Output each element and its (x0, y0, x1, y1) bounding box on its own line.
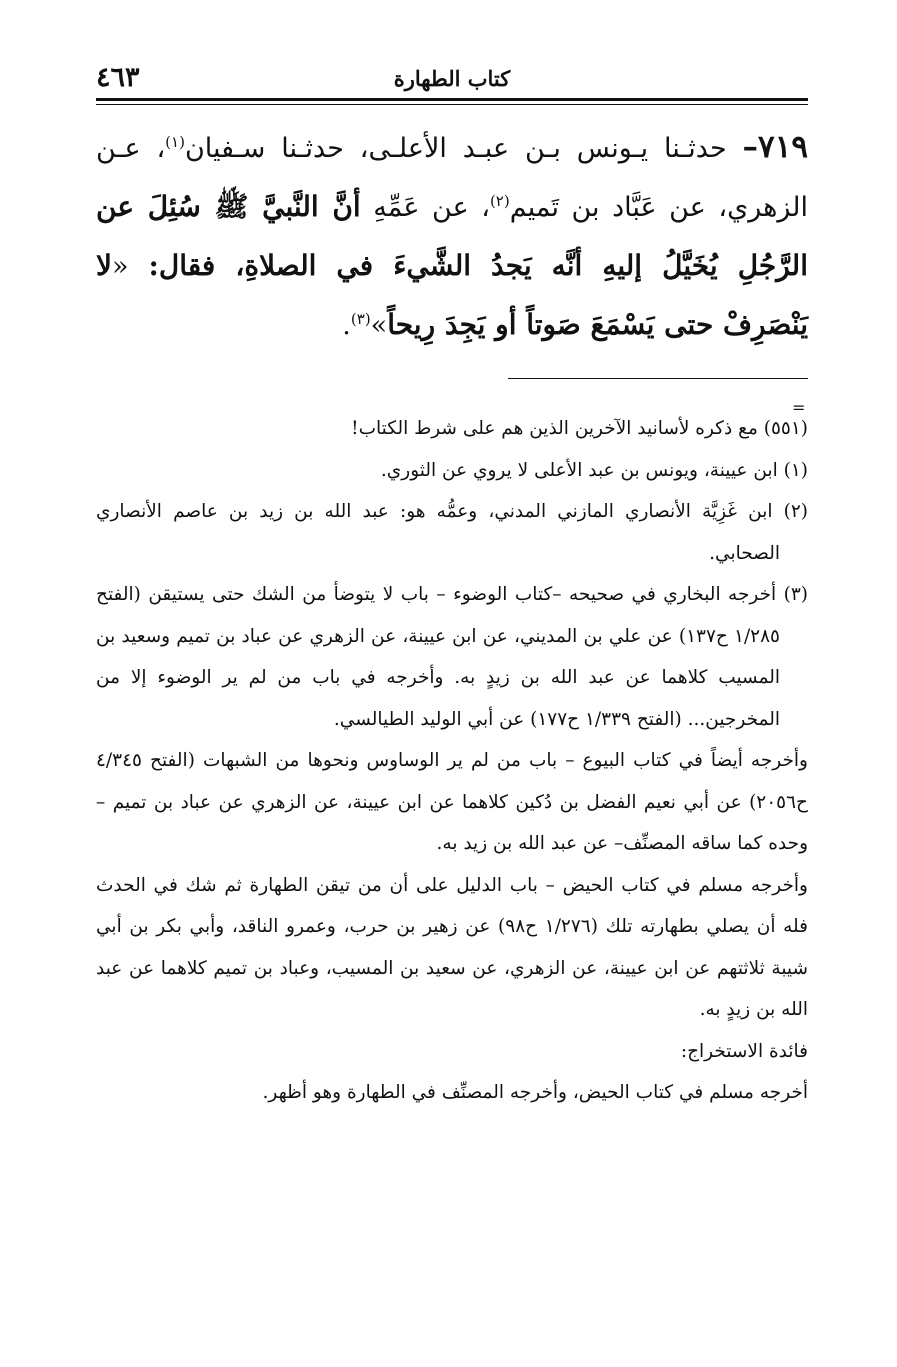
page-number: ٤٦٣ (96, 62, 140, 93)
footnotes (96, 408, 808, 1114)
footnote-ref-2: (٢) (489, 192, 510, 210)
footnote-3-para-1: (٣) أخرجه البخاري في صحيحه –كتاب الوضوء – باب لا يتوضأ من الشك حتى يستيقن (الفتح ١/٢٨٥ ح١٣٧) عن علي بن المديني، عن ابن عيينة، عن الزهري عن عباد بن تميم وسعيد بن المسيب كلاهما عن عبد الله بن زيدٍ به. وأخرجه في باب من لم ير الوضوء إلا من المخرجين... (الفتح ١/٣٣٩ ح١٧٧) عن أبي الوليد الطيالسي. (96, 584, 808, 730)
hadith-text (96, 118, 808, 355)
header-rule (96, 98, 808, 101)
footnote-ref-3: (٣) (350, 310, 371, 328)
footnote-3-para-2: وأخرجه أيضاً في كتاب البيوع – باب من لم ير الوساوس ونحوها من الشبهات (الفتح ٤/٣٤٥ ح٢٠٥٦) عن أبي نعيم الفضل بن دُكين كلاهما عن ابن عيينة، عن الزهري عن عباد بن تميم –وحده كما ساقه المصنِّف– عن عبد الله بن زيد به. (96, 750, 808, 854)
quote-open: « (111, 251, 129, 282)
footnote-2: (٢) ابن غَزِيَّة الأنصاري المازني المدني، وعمُّه هو: عبد الله بن زيد بن عاصم الأنصاري الصحابي. (96, 501, 808, 564)
isnad-part-3: ، عن عَمِّهِ (360, 192, 490, 223)
footnote-carryover: (٥٥١) مع ذكره لأسانيد الآخرين الذين هم على شرط الكتاب! (351, 418, 808, 439)
isnad-part-2: ، عـن الزهري، عن عَبَّاد بن تَميم (96, 133, 809, 223)
footnote-3-label: فائدة الاستخراج: (680, 1040, 808, 1062)
hadith-number: ٧١٩– (742, 129, 808, 165)
header-rule-thin (96, 104, 808, 105)
running-title: كتاب الطهارة (393, 66, 511, 91)
footnote-continued-marker: = (792, 398, 806, 417)
footnote-3-para-3: وأخرجه مسلم في كتاب الحيض – باب الدليل على أن من تيقن الطهارة ثم شك في الحدث فله أن يصلي بطهارته تلك (١/٢٧٦ ح٩٨) عن زهير بن حرب، وعمرو الناقد، وأبي بكر بن أبي شيبة ثلاثتهم عن ابن عيينة، عن الزهري، عن سعيد بن المسيب، وعباد بن تميم كلاهما عن عبد الله بن زيدٍ به. (96, 874, 809, 1020)
hadith-end-mark: . (342, 310, 351, 341)
quote-close: » (370, 310, 388, 341)
footnote-ref-1: (١) (165, 133, 185, 151)
matn-part-1: أنَّ النَّبيَّ ﷺ سُئِلَ عن الرَّجُلِ يُخَيَّلُ إليهِ أنَّه يَجدُ الشَّيءَ في الصلاةِ، فقال: (96, 190, 808, 282)
matn-part-2: لا يَنْصَرِفْ حتى يَسْمَعَ صَوتاً أو يَجِدَ رِيحاً (96, 249, 808, 341)
page-header (96, 62, 808, 98)
footnote-1: (١) ابن عيينة، ويونس بن عبد الأعلى لا يروي عن الثوري. (380, 459, 808, 481)
footnote-separator (508, 378, 808, 379)
footnote-3-para-4: أخرجه مسلم في كتاب الحيض، وأخرجه المصنِّف في الطهارة وهو أظهر. (262, 1082, 808, 1103)
isnad-part-1: حدثـنا يـونس بـن عبـد الأعلـى، حدثـنا سـفيان (184, 133, 727, 164)
